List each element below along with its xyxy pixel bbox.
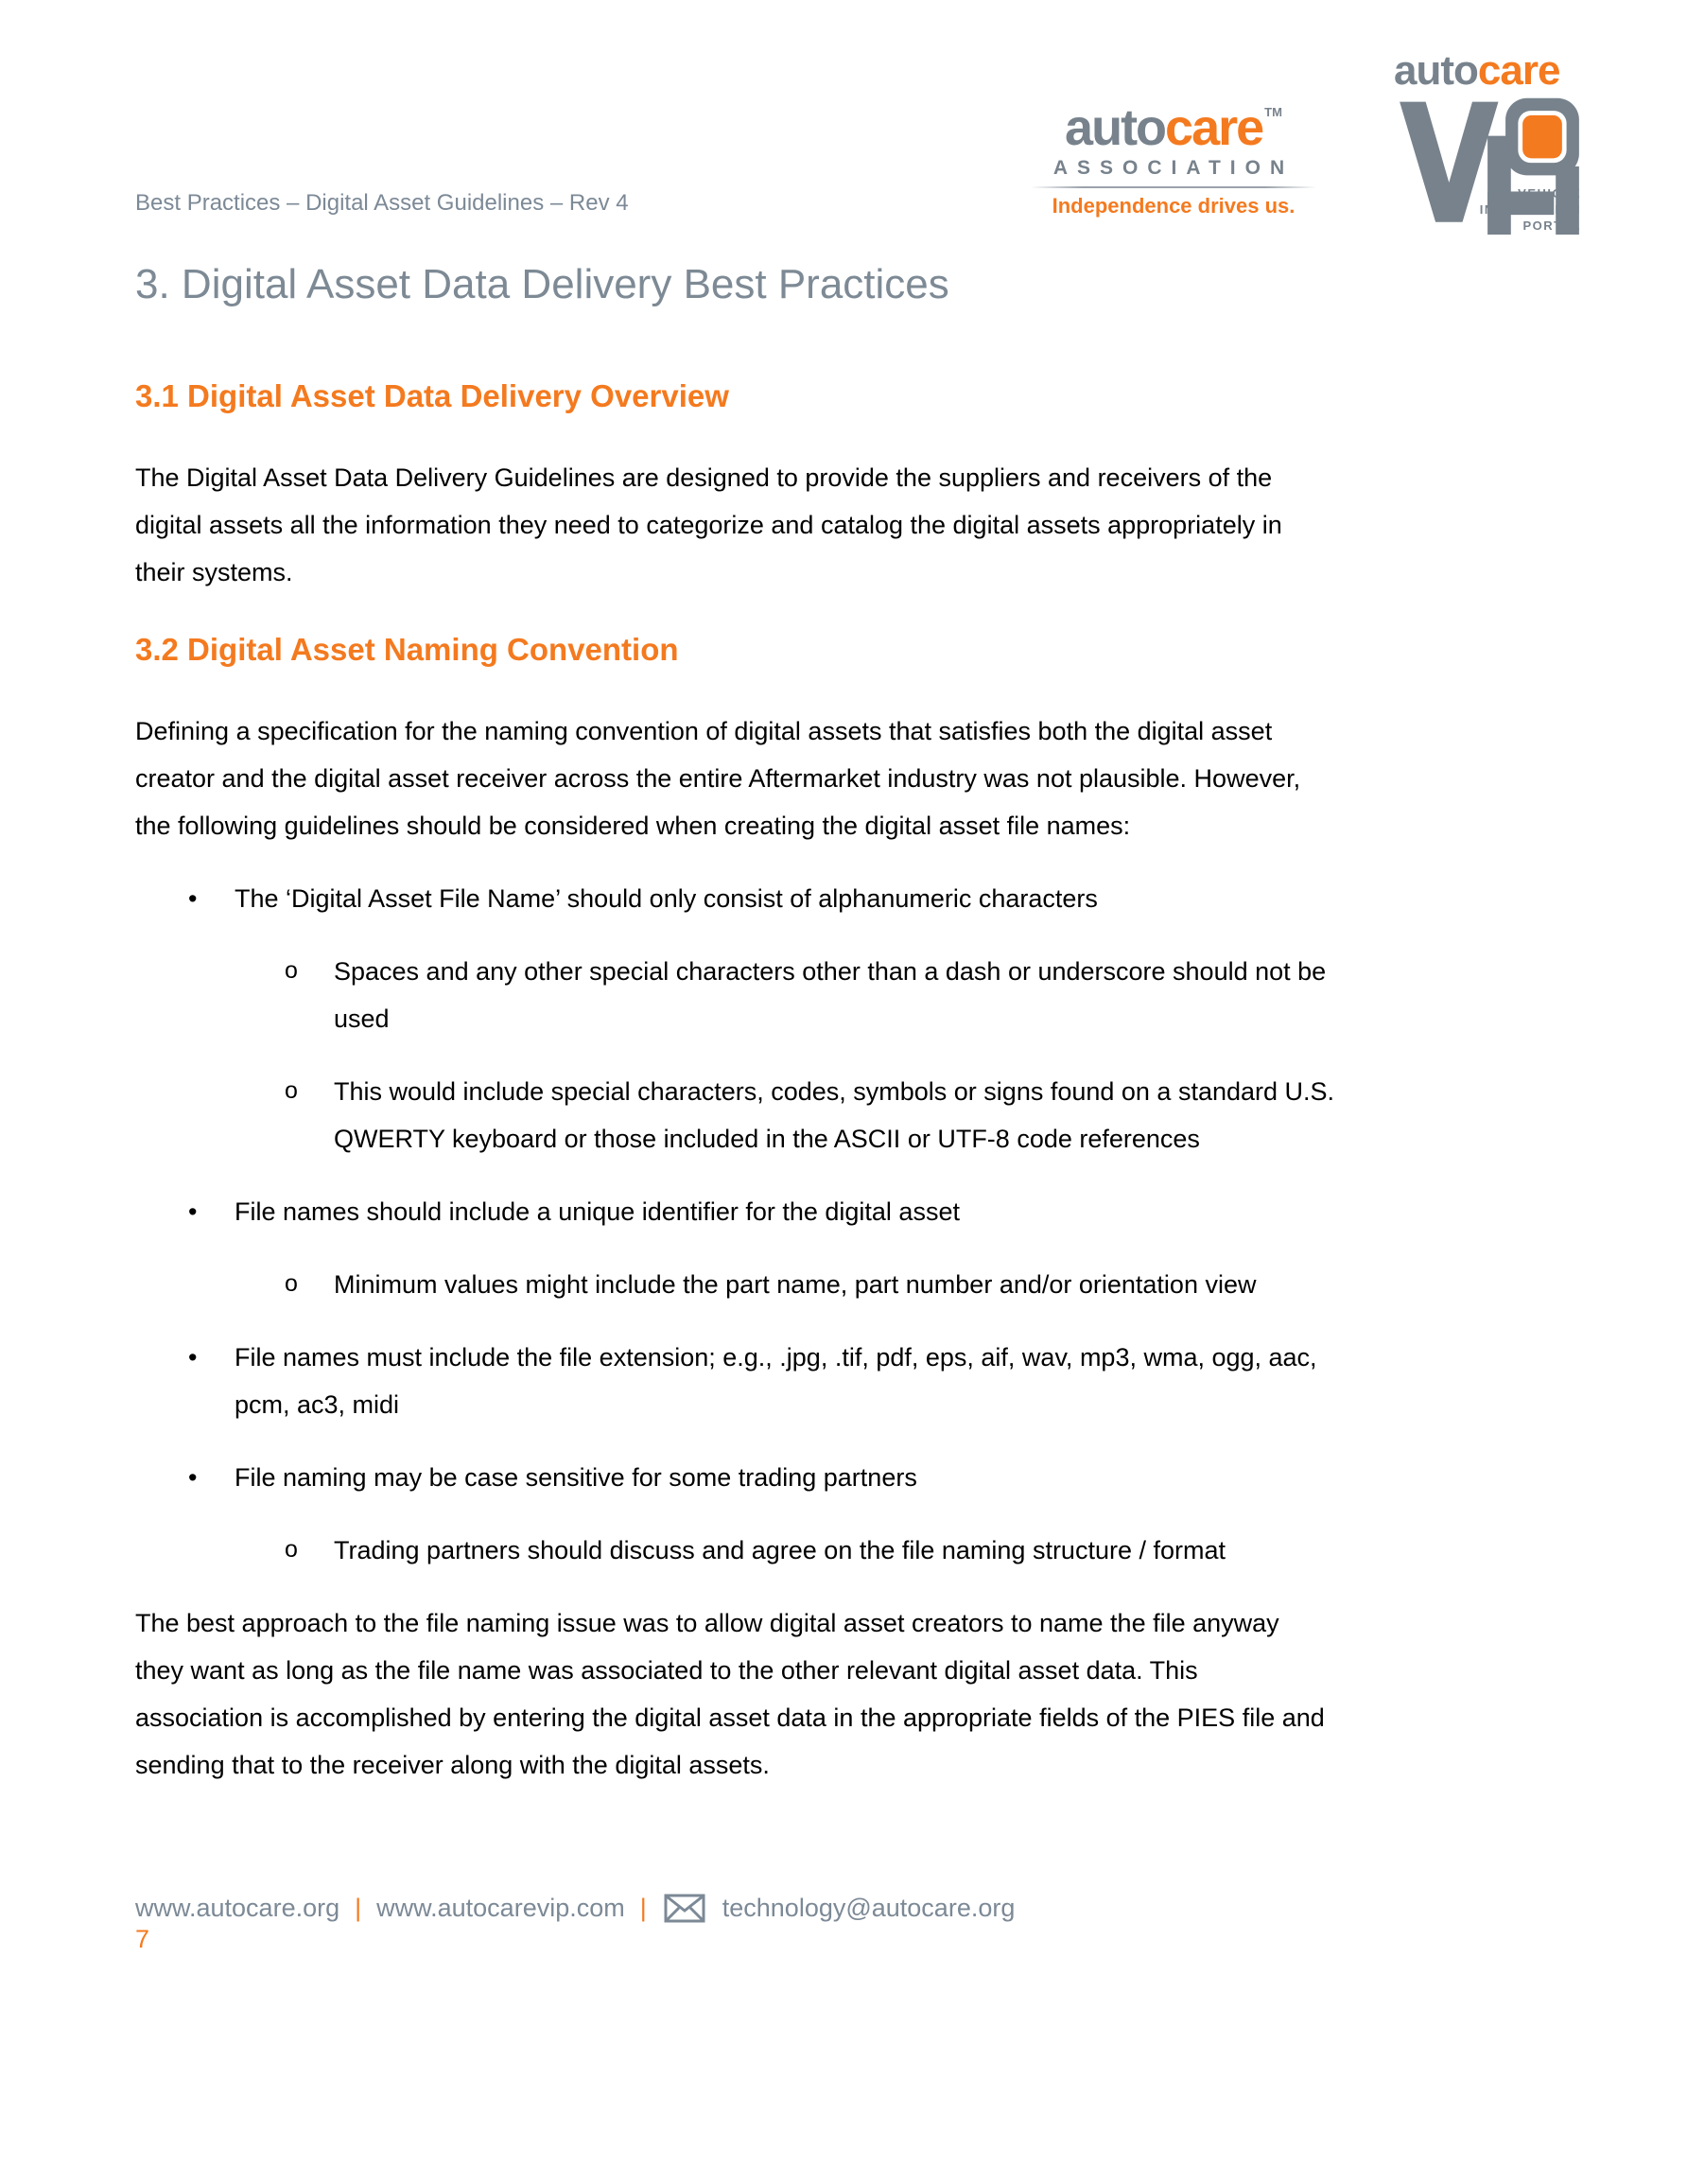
text-line: The best approach to the file naming issue was to allow digital asset creators to name the file anyway	[135, 1609, 1279, 1637]
section-3-1-paragraph	[135, 454, 1516, 596]
section-3-2-paragraph	[135, 708, 1516, 849]
closing-paragraph	[135, 1599, 1516, 1789]
list-item	[135, 1454, 1516, 1501]
list-sub-item	[135, 1068, 1516, 1162]
page-number: 7	[135, 1925, 150, 1953]
text-line: • File names should include a unique identifier for the digital asset	[235, 1197, 960, 1226]
text-line: o This would include special characters, codes, symbols or signs found on a standard U.S.	[334, 1077, 1335, 1106]
list-item	[135, 875, 1516, 922]
footer-email-link[interactable]: technology@autocare.org	[722, 1894, 1016, 1922]
list-item	[135, 1334, 1516, 1428]
list-sub-item	[135, 948, 1516, 1042]
text-line: Defining a specification for the naming convention of digital assets that satisfies both the digital asset	[135, 717, 1273, 745]
text-line: pcm, ac3, midi	[235, 1390, 400, 1419]
footer-separator: |	[355, 1894, 362, 1922]
text-line: digital assets all the information they need to categorize and catalog the digital assets appropriately in	[135, 511, 1282, 539]
text-line: • File naming may be case sensitive for some trading partners	[235, 1463, 917, 1492]
page-title: 3. Digital Asset Data Delivery Best Practices	[135, 261, 949, 307]
list-sub-item	[135, 1527, 1516, 1574]
vip-caption-line: PORTAL	[1522, 218, 1581, 233]
text-line: used	[334, 1005, 390, 1033]
section-3-1-heading: 3.1 Digital Asset Data Delivery Overview	[135, 378, 729, 413]
text-line: QWERTY keyboard or those included in the ASCII or UTF-8 code references	[334, 1125, 1200, 1153]
text-line: their systems.	[135, 558, 293, 586]
footer-links-row	[135, 1892, 1015, 1924]
doc-header-title: Best Practices – Digital Asset Guidelines – Rev 4	[135, 190, 629, 216]
association-label: ASSOCIATION	[1052, 157, 1295, 179]
autocare-tagline: Independence drives us.	[1052, 194, 1296, 218]
text-line: association is accomplished by entering the digital asset data in the appropriate fields of the PIES file and	[135, 1704, 1325, 1732]
text-line: The Digital Asset Data Delivery Guidelines are designed to provide the suppliers and receivers of the	[135, 463, 1273, 492]
naming-guidelines-list	[135, 875, 1516, 1574]
list-item	[135, 1188, 1516, 1235]
envelope-icon	[664, 1894, 705, 1923]
text-line: creator and the digital asset receiver across the entire Aftermarket industry was not plausible. However,	[135, 764, 1301, 793]
text-line: • File names must include the file extension; e.g., .jpg, .tif, pdf, eps, aif, wav, mp3, wma, ogg, aac,	[235, 1343, 1317, 1372]
footer-separator: |	[639, 1894, 647, 1922]
text-line: o Trading partners should discuss and agree on the file naming structure / format	[334, 1536, 1226, 1564]
footer-link-autocarevip[interactable]: www.autocarevip.com	[376, 1894, 625, 1922]
footer-link-autocare[interactable]: www.autocare.org	[135, 1894, 340, 1922]
section-3-2-heading: 3.2 Digital Asset Naming Convention	[135, 632, 679, 667]
list-sub-item	[135, 1261, 1516, 1308]
vip-word-care: care	[1477, 47, 1560, 94]
text-line: they want as long as the file name was associated to the other relevant digital asset data. This	[135, 1656, 1198, 1685]
document-content	[135, 0, 1516, 1789]
page-footer	[135, 1892, 1015, 1954]
trademark-symbol: TM	[1264, 105, 1282, 119]
autocare-word-care: care	[1165, 99, 1263, 156]
text-line: the following guidelines should be considered when creating the digital asset file names:	[135, 812, 1131, 840]
text-line: • The ‘Digital Asset File Name’ should only consist of alphanumeric characters	[235, 884, 1098, 913]
text-line: o Spaces and any other special characters other than a dash or underscore should not be	[334, 957, 1327, 986]
text-line: sending that to the receiver along with the digital assets.	[135, 1751, 770, 1779]
vip-word-auto: auto	[1394, 47, 1478, 94]
autocare-word-auto: auto	[1065, 99, 1166, 156]
vip-caption-line: VEHICLE	[1518, 186, 1581, 201]
vip-caption-line: INFORMATION	[1479, 202, 1581, 217]
text-line: o Minimum values might include the part name, part number and/or orientation view	[334, 1270, 1257, 1299]
